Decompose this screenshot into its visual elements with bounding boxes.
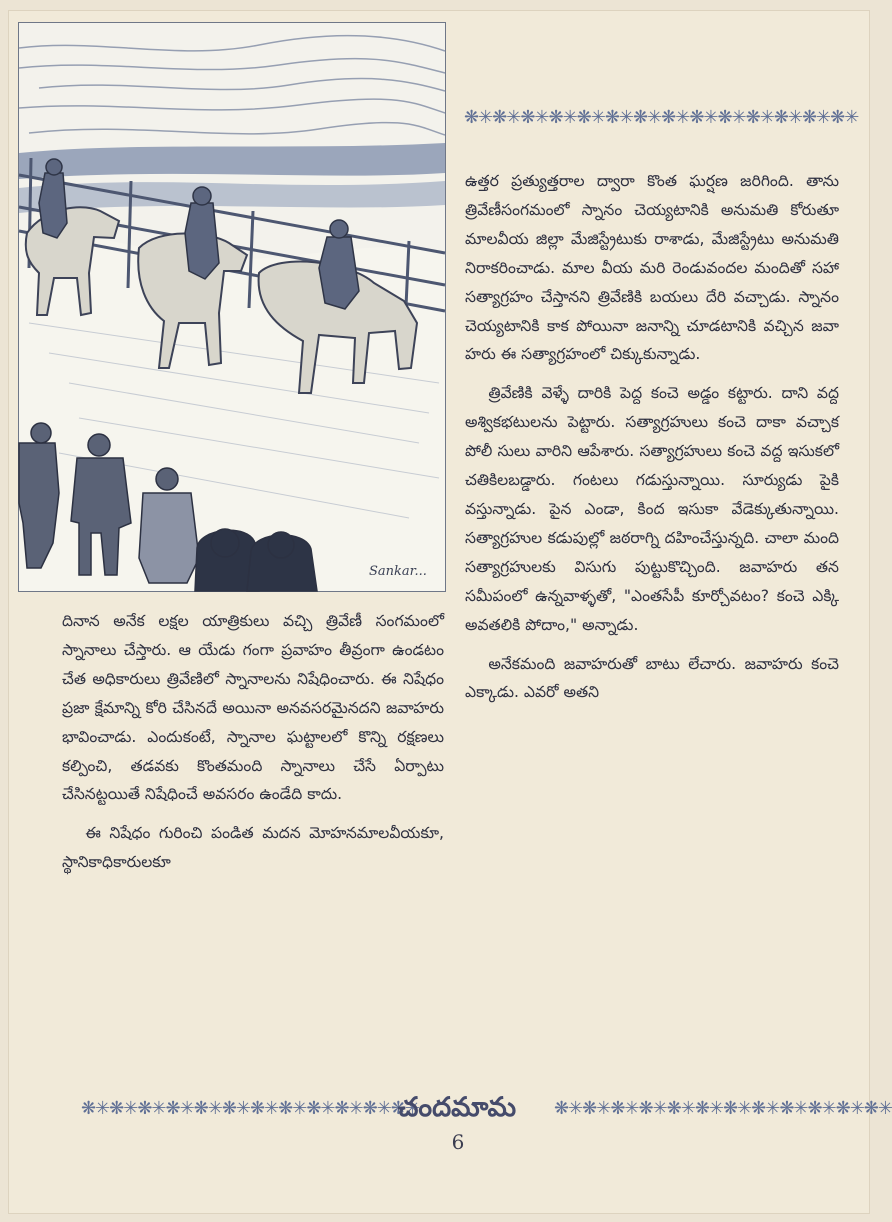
footer-left-border: ❋✳❋✳❋✳❋✳❋✳❋✳❋✳❋✳❋✳❋✳❋✳❋✳ <box>81 1098 419 1119</box>
artist-signature: Sankar... <box>369 564 427 579</box>
footer-right-border: ❋✳❋✳❋✳❋✳❋✳❋✳❋✳❋✳❋✳❋✳❋✳❋✳ <box>554 1098 892 1119</box>
paragraph: ఈ నిషేధం గురించి పండిత మదన మోహనమాలవీయకూ, స్థానికాధికారులకూ <box>62 824 444 872</box>
story-illustration <box>18 22 446 592</box>
magazine-title: చందమామ <box>397 1092 517 1123</box>
top-decorative-border: ❋✳❋✳❋✳❋✳❋✳❋✳❋✳❋✳❋✳❋✳❋✳❋✳❋✳❋✳ <box>464 107 859 128</box>
right-column-text <box>465 167 839 717</box>
left-column-text <box>62 607 444 887</box>
paragraph: ఉత్తర ప్రత్యుత్తరాల ద్వారా కొంత ఘర్షణ జరిగింది. తాను త్రివేణీసంగమంలో స్నానం చెయ్యటానికి అనుమతి కోరుతూ మాలవీయ జిల్లా మేజిస్ట్రేటుకు రాశాడు, మేజిస్ట్రేటు అనుమతి నిరాకరించాడు. మాల వీయ మరి రెండువందల మందితో సహా సత్యాగ్రహం చేస్తానని త్రివేణికి బయలు దేరి వచ్చాడు. స్నానం చెయ్యటానికి కాక పోయినా జనాన్ని చూడటానికి వచ్చిన జవా హరు ఈ సత్యాగ్రహంలో చిక్కుకున్నాడు. <box>465 172 839 364</box>
horsemen-at-fence-drawing <box>19 23 445 591</box>
page-number: 6 <box>451 1130 465 1154</box>
paragraph: త్రివేణికి వెళ్ళే దారికి పెద్ద కంచె అడ్డం కట్టారు. దాని వద్ద అశ్వికభటులను పెట్టారు. సత్యాగ్రహులు కంచె దాకా వచ్చాక పోలీ సులు వారిని ఆపేశారు. సత్యాగ్రహులు కంచె వద్ద ఇసుకలో చతికిలబడ్డారు. గంటలు గడుస్తున్నాయి. సూర్యుడు పైకి వస్తున్నాడు. పైన ఎండా, కింద ఇసుకా వేడెక్కుతున్నాయి. సత్యాగ్రహుల కడుపుల్లో జఠరాగ్ని దహించేస్తున్నది. చాలా మంది సత్యాగ్రహులకు విసుగు పుట్టుకొచ్చింది. జవాహరు తన సమీపంలో ఉన్నవాళ్ళతో, "ఎంతసేపీ కూర్చోవటం? కంచె ఎక్కి అవతలికి పోదాం," అన్నాడు. <box>465 384 839 634</box>
paragraph: దినాన అనేక లక్షల యాత్రికులు వచ్చి త్రివేణీ సంగమంలో స్నానాలు చేస్తారు. ఆ యేడు గంగా ప్రవాహం తీవ్రంగా ఉండటం చేత అధికారులు త్రివేణిలో స్నానాలను నిషేధించారు. ఈ నిషేధం ప్రజా క్షేమాన్ని కోరి చేసినదే అయినా అనవసరమైనదని జవాహరు భావించాడు. ఎందుకంటే, స్నానాల ఘట్టాలలో కొన్ని రక్షణలు కల్పించి, తడవకు కొంతమంది స్నానాలు చేసే ఏర్పాటు చేసినట్టయితే నిషేధించే అవసరం ఉండేది కాదు. <box>62 612 444 804</box>
magazine-page <box>8 10 892 1214</box>
paragraph: అనేకమంది జవాహరుతో బాటు లేచారు. జవాహరు కంచె ఎక్కాడు. ఎవరో అతని <box>465 654 839 702</box>
